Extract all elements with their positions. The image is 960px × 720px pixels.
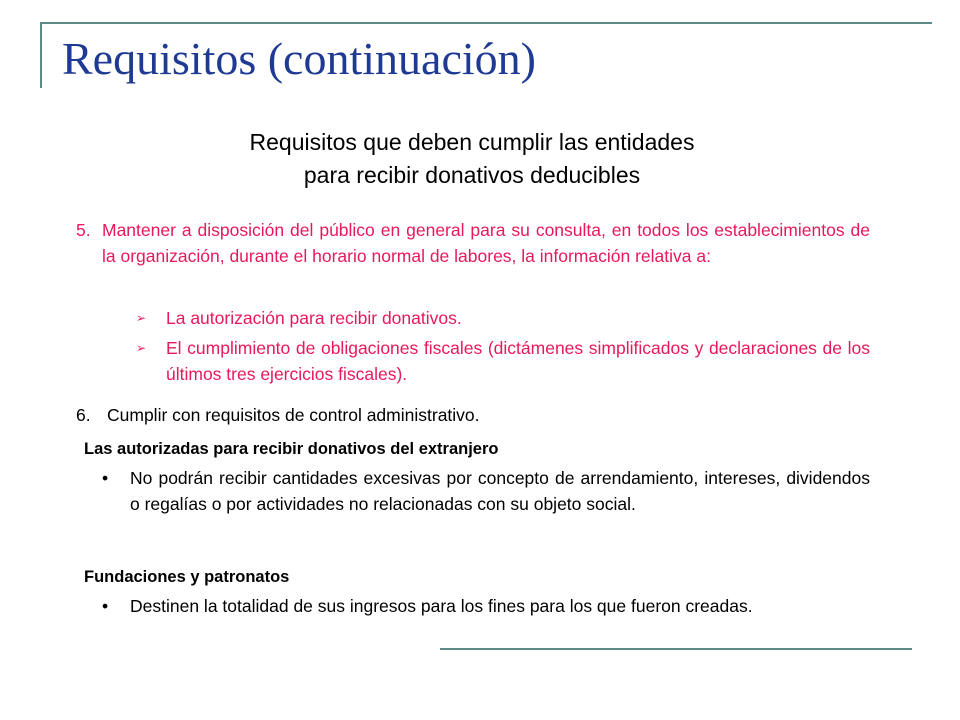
requirement-item-5 — [76, 217, 870, 269]
arrow-bullet-icon: ➢ — [136, 341, 147, 355]
bullet-item — [102, 593, 870, 619]
bullet-item — [102, 465, 870, 517]
item-number: 5. — [76, 220, 91, 240]
item-number: 6. — [76, 405, 91, 425]
section-heading-foundations: Fundaciones y patronatos — [84, 568, 290, 586]
arrow-bullet-icon: ➢ — [136, 311, 147, 325]
item-text: Mantener a disposición del público en general para su consulta, en todos los establecimientos de la organización, durante el horario normal de labores, la información relativa a: — [102, 220, 870, 266]
bullet-text: Destinen la totalidad de sus ingresos para los fines para los que fueron creadas. — [130, 596, 753, 616]
requirement-item-6 — [76, 402, 870, 428]
slide-title: Requisitos (continuación) — [62, 33, 536, 84]
sub-item — [136, 305, 870, 331]
top-rule — [40, 22, 932, 24]
item-text: Cumplir con requisitos de control administrativo. — [107, 405, 480, 425]
bottom-rule — [440, 648, 912, 650]
bullet-text: No podrán recibir cantidades excesivas por concepto de arrendamiento, intereses, dividendos o regalías o por actividades no relacionadas con su objeto social. — [130, 468, 870, 514]
bullet-dot-icon: • — [102, 596, 109, 616]
section-heading-foreign-donations: Las autorizadas para recibir donativos del extranjero — [84, 440, 499, 458]
bullet-dot-icon: • — [102, 468, 109, 488]
left-rule — [40, 22, 42, 88]
slide-subtitle — [0, 126, 944, 192]
subtitle-line-2: para recibir donativos deducibles — [303, 162, 641, 188]
sub-item-text: La autorización para recibir donativos. — [166, 308, 462, 328]
sub-item — [136, 335, 870, 387]
sub-item-text: El cumplimiento de obligaciones fiscales (dictámenes simplificados y declaraciones de los últimos tres ejercicios fiscales). — [166, 338, 870, 384]
subtitle-line-1: Requisitos que deben cumplir las entidades — [249, 129, 695, 155]
